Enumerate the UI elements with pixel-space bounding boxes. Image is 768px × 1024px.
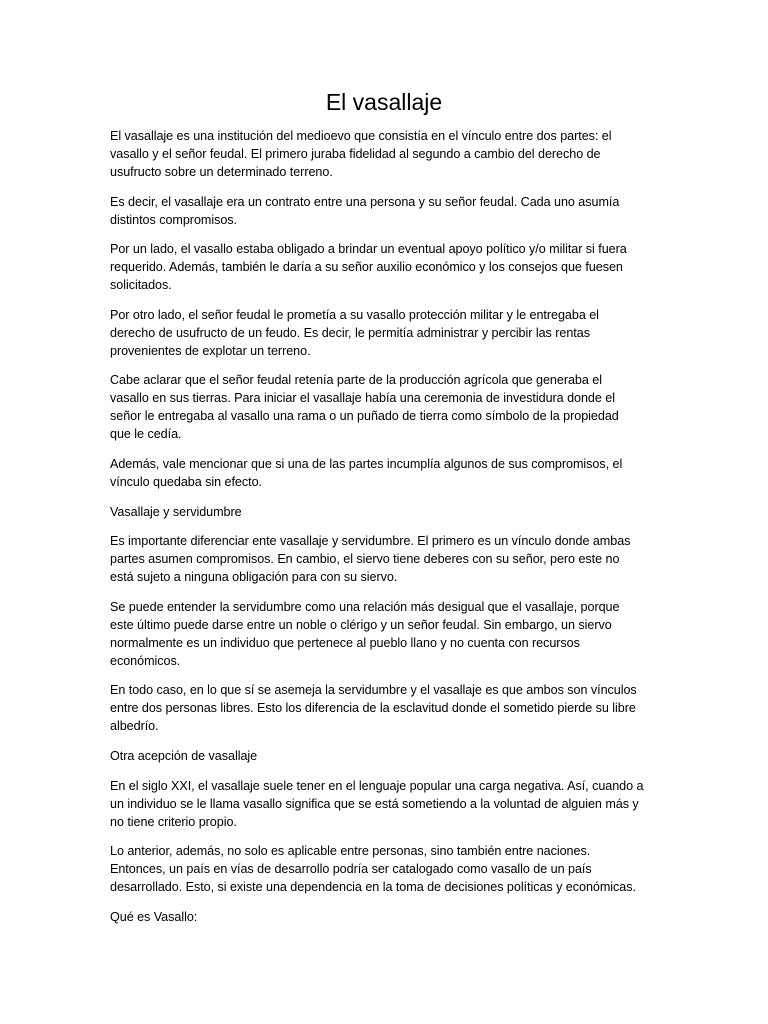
paragraph-vassal-obligations: Por un lado, el vasallo estaba obligado a brindar un eventual apoyo político y/o militar si fuera requerido. Además, también le daría a su señor auxilio económico y los consejos que fuesen solicitados. (110, 242, 627, 293)
document-body (110, 127, 655, 937)
paragraph-investiture: Cabe aclarar que el señor feudal retenía parte de la producción agrícola que generaba el vasallo en sus tierras. Para iniciar el vasallaje había una ceremonia de investidura donde el señor le entregaba al vasallo una rama o un puñado de tierra como símbolo de la propiedad que le cedía. (110, 373, 619, 442)
paragraph-inequality: Se puede entender la servidumbre como una relación más desigual que el vasallaje, porque este último puede darse entre un noble o clérigo y un señor feudal. Sin embargo, un siervo normalmente es un individuo que pertenece al pueblo llano y no cuenta con recursos económicos. (110, 599, 620, 668)
paragraph-difference: Es importante diferenciar ente vasallaje y servidumbre. El primero es un vínculo donde ambas partes asumen compromisos. En cambio, el siervo tiene deberes con su señor, pero este no está sujeto a ninguna obligación para con su siervo. (110, 534, 631, 585)
paragraph-lord-obligations: Por otro lado, el señor feudal le prometía a su vasallo protección militar y le entregaba el derecho de usufructo de un feudo. Es decir, le permitía administrar y percibir las rentas provenientes de explotar un terreno. (110, 307, 599, 358)
section-heading-servidumbre: Vasallaje y servidumbre (110, 504, 242, 519)
section-heading-otra-acepcion: Otra acepción de vasallaje (110, 748, 258, 763)
paragraph-nations: Lo anterior, además, no solo es aplicable entre personas, sino también entre naciones. Entonces, un país en vías de desarrollo podría ser catalogado como vasallo de un país desarrollado. Esto, si existe una dependencia en la toma de decisiones políticas y económicas. (110, 844, 636, 895)
paragraph-intro: El vasallaje es una institución del medioevo que consistía en el vínculo entre dos partes: el vasallo y el señor feudal. El primero juraba fidelidad al segundo a cambio del derecho de usufructo sobre un determinado terreno. (110, 129, 612, 179)
paragraph-modern-meaning: En el siglo XXI, el vasallaje suele tener en el lenguaje popular una carga negativa. Así, cuando a un individuo se le llama vasallo significa que se está sometiendo a la voluntad de alguien más y no tiene criterio propio. (110, 778, 644, 829)
section-heading-que-es-vasallo: Qué es Vasallo: (110, 909, 198, 924)
paragraph-breach: Además, vale mencionar que si una de las partes incumplía algunos de sus compromisos, el vínculo quedaba sin efecto. (110, 456, 623, 489)
document-title: El vasallaje (325, 89, 443, 115)
paragraph-contract: Es decir, el vasallaje era un contrato entre una persona y su señor feudal. Cada uno asumía distintos compromisos. (110, 194, 620, 227)
paragraph-free-persons: En todo caso, en lo que sí se asemeja la servidumbre y el vasallaje es que ambos son vínculos entre dos personas libres. Esto los diferencia de la esclavitud donde el sometido pierde su libre albedrío. (110, 683, 637, 734)
